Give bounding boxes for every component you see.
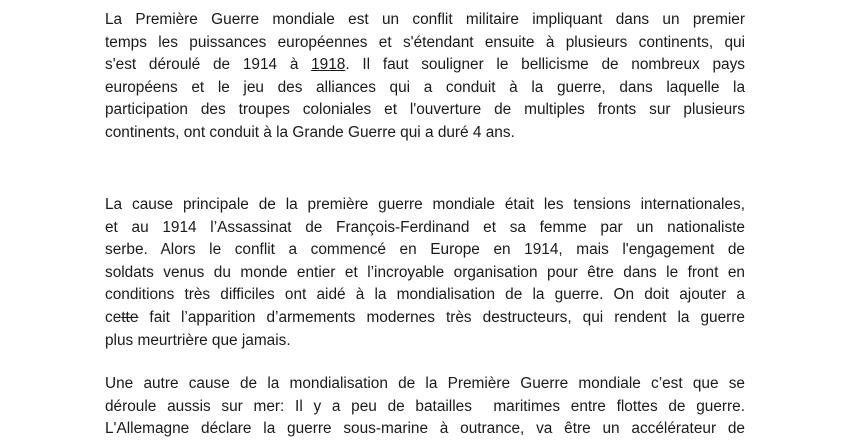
text-line: participation des troupes coloniales et l'ouverture de multiples fronts sur plusieurs: [105, 101, 745, 119]
text-line: L'Allemagne déclare la guerre sous-marine à outrance, va être un accélérateur de: [105, 420, 745, 438]
text-line: conditions très difficiles ont aidé à la mondialisation de la guerre. On doit ajouter a: [105, 286, 745, 304]
text-line: Une autre cause de la mondialisation de la Première Guerre mondiale c’est que se: [105, 375, 745, 392]
text-line: et au 1914 l’Assassinat de François-Ferdinand et sa femme par un nationaliste: [105, 218, 745, 236]
text-line: plus meurtrière que jamais.: [105, 331, 291, 349]
text-line: temps les puissances européennes et s'étendant ensuite à plusieurs continents, qui: [105, 33, 745, 51]
text-line: La cause principale de la première guerre mondiale était les tensions internationales,: [105, 196, 745, 213]
text-line: soldats venus du monde entier et l’incroyable organisation pour être dans le front en: [105, 263, 745, 281]
text-line: cette fait l’apparition d’armements modernes très destructeurs, qui rendent la guerre: [105, 308, 745, 326]
underlined-year: 1918: [311, 56, 346, 74]
paragraph-3: [105, 373, 745, 441]
text-line: européens et le jeu des alliances qui a conduit à la guerre, dans laquelle la: [105, 78, 745, 96]
text-line: La Première Guerre mondiale est un conflit militaire impliquant dans un premier: [105, 11, 745, 28]
struck-text: tte: [121, 308, 139, 326]
paragraph-2: [105, 194, 745, 352]
text-line: déroule aussis sur mer: Il y a peu de batailles maritimes entre flottes de guerre.: [105, 397, 745, 415]
text-line: serbe. Alors le conflit a commencé en Europe en 1914, mais l'engagement de: [105, 241, 745, 259]
text-line: continents, ont conduit à la Grande Guerre qui a duré 4 ans.: [105, 123, 515, 141]
paragraph-1: [105, 9, 745, 145]
text-line: s'est déroulé de 1914 à 1918. Il faut souligner le bellicisme de nombreux pays: [105, 56, 745, 74]
